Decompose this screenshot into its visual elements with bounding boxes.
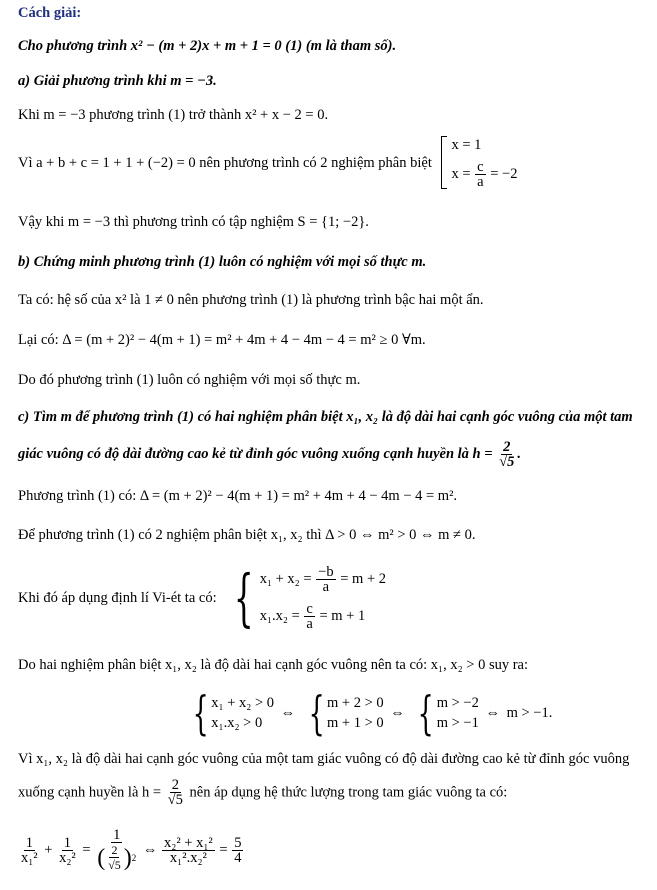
part-b-line-2: Lại có: Δ = (m + 2)² − 4(m + 1) = m² + 4m + 4 − 4m − 4 = m² ≥ 0 ∀m.	[18, 332, 426, 348]
part-a-line-3: Vậy khi m = −3 thì phương trình có tập nghiệm S = {1; −2}.	[18, 214, 369, 230]
part-c-title-2-block: giác vuông có độ dài đường cao kẻ từ đỉnh góc vuông xuống cạnh huyền là h = $\frac{2}{√5}$ .	[18, 439, 521, 470]
inequality-chain: { x₁ + x₂ > 0 x₁.x₂ > 0 ⇔ { m + 2 > 0 m + 1 > 0 ⇔ { m > −2 m > −1 ⇔ m > −1.	[186, 690, 552, 736]
system-2: { m + 2 > 0 m + 1 > 0	[308, 686, 384, 740]
vieta-block	[18, 561, 386, 634]
inequality-result: m > −1.	[506, 705, 553, 721]
part-a-title: a) Giải phương trình khi m = −3.	[18, 73, 217, 89]
problem-statement: Cho phương trình x² − (m + 2)x + m + 1 = 0 (1) (m là tham số).	[18, 38, 397, 54]
part-a-line-1: Khi m = −3 phương trình (1) trở thành x² + x − 2 = 0.	[18, 107, 329, 123]
part-c-line-4: Vì x₁, x₂ là độ dài hai cạnh góc vuông của một tam giác vuông có độ dài đường cao kẻ từ đỉnh góc vuông	[18, 751, 630, 767]
roots-system	[441, 136, 517, 189]
brace-symbol: {	[234, 561, 254, 634]
vieta-system	[224, 561, 386, 634]
part-a-roots-block	[18, 136, 517, 189]
part-c-line-5-block: xuống cạnh huyền là h = $\frac{2}{√5}$ nên áp dụng hệ thức lượng trong tam giác vuông ta có:	[18, 777, 508, 808]
part-c-line-2: Để phương trình (1) có 2 nghiệm phân biệt x₁, x₂ thì Δ > 0 ⇔ m² > 0 ⇔ m ≠ 0.	[18, 527, 476, 543]
h-fraction-2: $\frac{2}{√5}$	[167, 777, 183, 808]
root-2: x = $\frac{c}{a}$ = −2	[451, 159, 518, 190]
vieta-product: x₁.x₂ = $\frac{c}{a}$ = m + 1	[259, 601, 366, 632]
h-fraction: $\frac{2}{√5}$	[499, 439, 515, 470]
part-b-title: b) Chứng minh phương trình (1) luôn có nghiệm với mọi số thực m.	[18, 254, 427, 270]
part-b-line-3: Do đó phương trình (1) luôn có nghiệm với mọi số thực m.	[18, 372, 361, 388]
root-1: x = 1	[451, 137, 482, 153]
system-3: { m > −2 m > −1	[418, 686, 479, 740]
bracket-symbol	[441, 136, 447, 189]
vieta-intro: Khi đó áp dụng định lí Vi-ét ta có:	[18, 590, 217, 606]
solution-heading: Cách giải:	[18, 5, 82, 21]
part-a-line-2: Vì a + b + c = 1 + 1 + (−2) = 0 nên phương trình có 2 nghiệm phân biệt	[18, 154, 432, 171]
part-c-line-3: Do hai nghiệm phân biệt x₁, x₂ là độ dài hai cạnh góc vuông nên ta có: x₁, x₂ > 0 suy ra:	[18, 657, 529, 673]
part-c-title-1: c) Tìm m để phương trình (1) có hai nghiệm phân biệt x₁, x₂ là độ dài hai cạnh góc vuông của một tam	[18, 409, 633, 425]
part-b-line-1: Ta có: hệ số của x² là 1 ≠ 0 nên phương trình (1) là phương trình bậc hai một ẩn.	[18, 292, 484, 308]
system-1: { x₁ + x₂ > 0 x₁.x₂ > 0	[192, 686, 274, 740]
final-equation: $\frac{1}{\text{x₁²}}$ + $\frac{1}{\text{x₂²}}$ = 1 ( $\frac{2}{√5}$ ) 2 ⇔ $\frac{\text{x₂² + x₁²}}{\text{x₁².x₂²}}$ = $\frac{5}{4}$	[21, 827, 242, 872]
vieta-sum: x₁ + x₂ = $\frac{-b}{a}$ = m + 2	[259, 564, 386, 595]
part-c-line-1: Phương trình (1) có: Δ = (m + 2)² − 4(m + 1) = m² + 4m + 4 − 4m − 4 = m².	[18, 488, 458, 504]
